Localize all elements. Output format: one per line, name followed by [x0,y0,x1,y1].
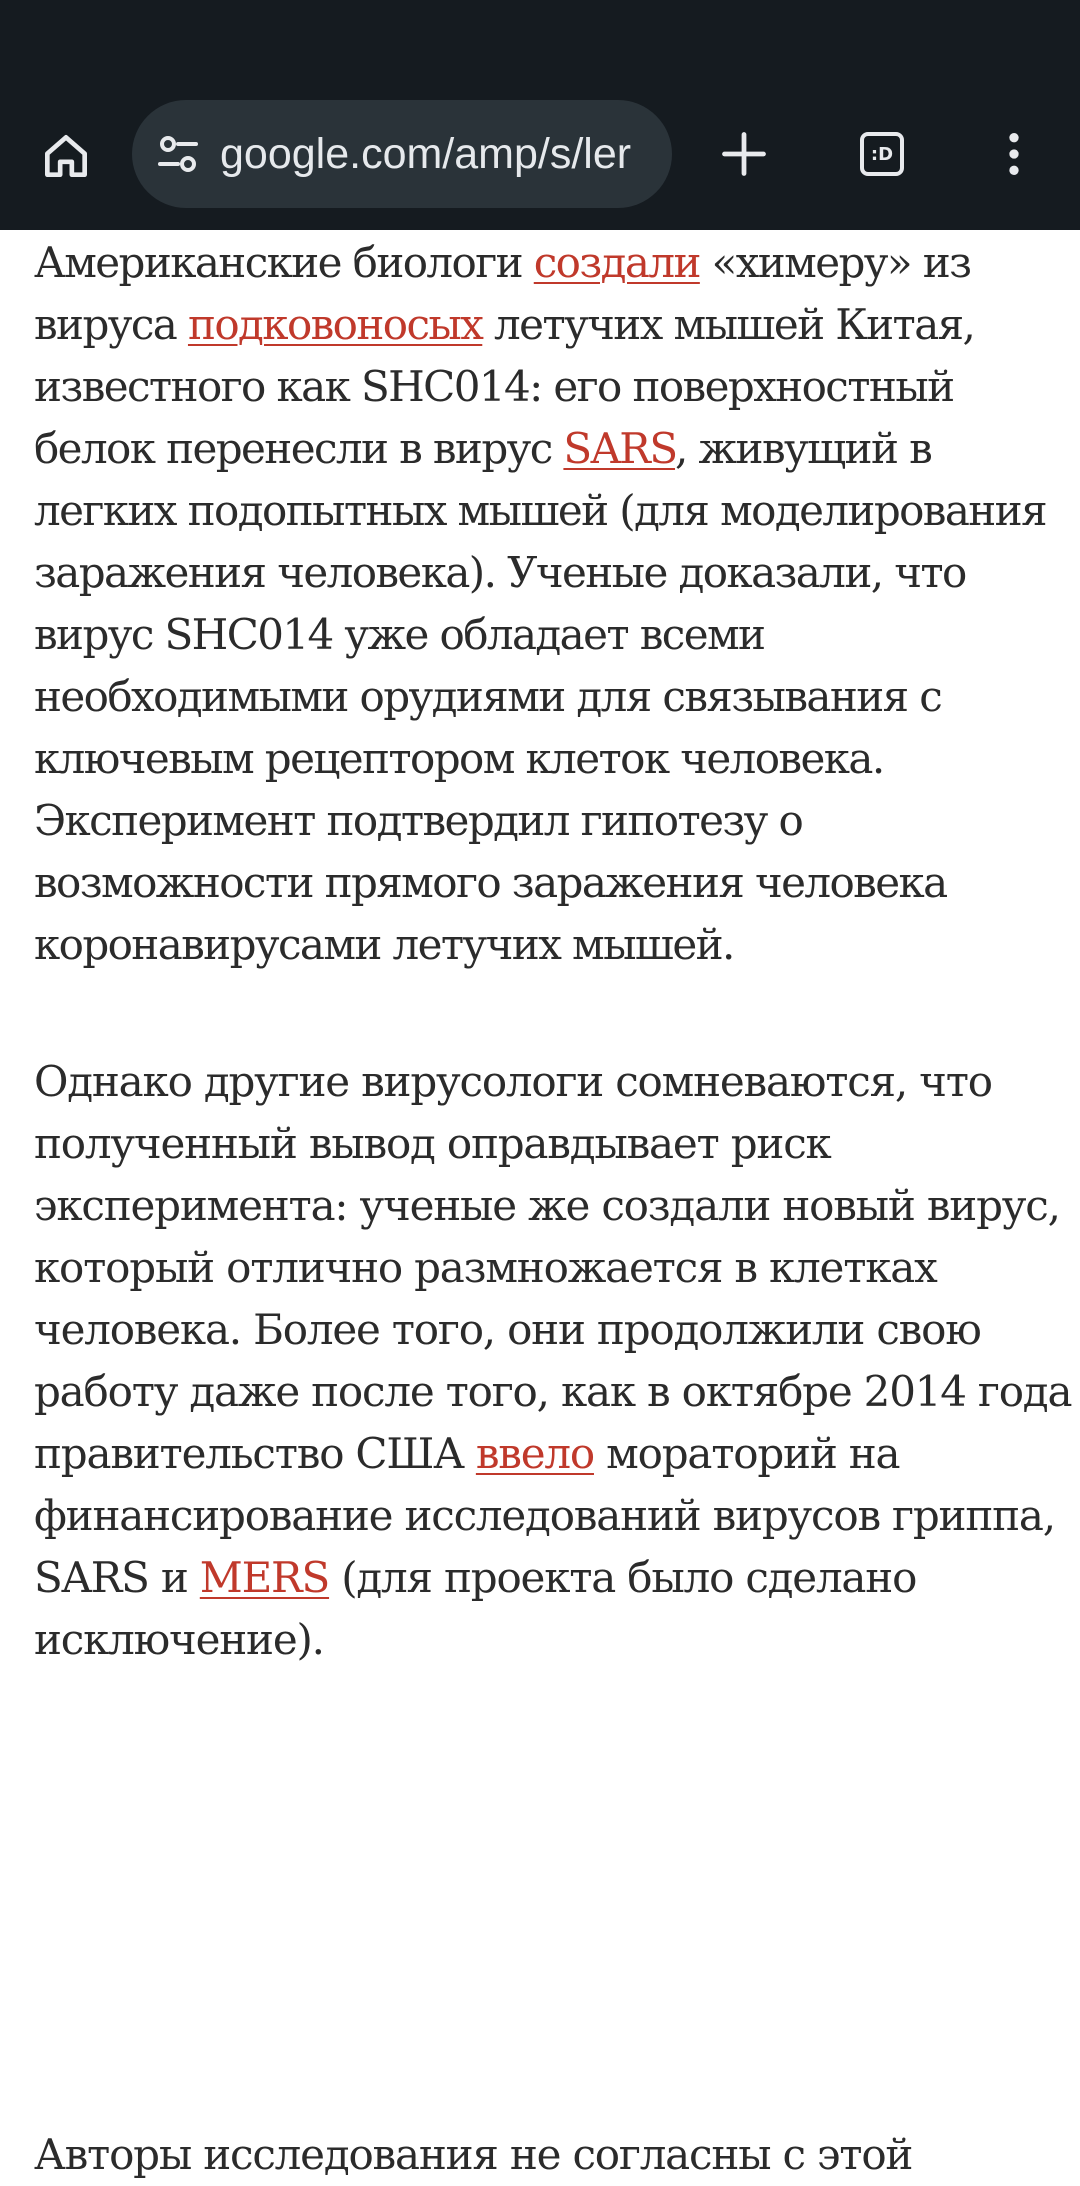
menu-button[interactable] [976,116,1052,192]
home-icon [38,128,94,184]
tune-icon[interactable] [154,130,202,178]
browser-toolbar [0,0,1080,230]
paragraph-text: (для проекта было сделано исключение). [34,1553,917,1664]
paragraph-text: мораторий на финансирование исследований вирусов гриппа, SARS и [34,1429,1055,1602]
paragraph-text: Американские биологи [34,238,534,287]
paragraph-text: Однако другие вирусологи сомневаются, что полученный вывод оправдывает риск эксперимента: ученые же создали новый вирус, который отлично размножается в клетках человека. Более того, они продолжили свою работу даже после того, как в октябре 2014 года правительство США [34,1057,1072,1478]
paragraph-text: , живущий в легких подопытных мышей (для моделирования заражения человека). Ученые доказали, что вирус SHC014 уже обладает всеми необходимыми орудиями для связывания с ключевым рецептором клеток человека. Эксперимент подтвердил гипотезу о возможности прямого заражения человека коронавирусами летучих мышей. [34,424,1046,969]
article-body [34,232,1074,1671]
tab-switcher-icon [860,132,904,176]
url-text[interactable]: google.com/amp/s/ler [220,130,632,178]
paragraph-text: летучих мышей Китая, известного как SHC014: его поверхностный белок перенесли в вирус [34,300,975,473]
paragraph-text: «химеру» из вируса [34,238,971,349]
tab-switcher-label: :D [870,143,894,165]
link-vvelo[interactable]: ввело [475,1429,594,1478]
tab-switcher-button[interactable] [844,116,920,192]
link-mers[interactable]: MERS [199,1553,330,1602]
address-bar[interactable] [132,100,672,208]
article-paragraph-2 [34,1051,1074,1671]
new-tab-button[interactable] [706,116,782,192]
article-paragraph-3: Авторы исследования не согласны с этой [34,2130,913,2179]
link-podkovonosyh[interactable]: подковоносых [187,300,483,349]
status-bar [0,0,1080,95]
plus-icon [718,128,770,180]
article-paragraph-1 [34,232,1074,976]
link-sozdali[interactable]: создали [533,238,700,287]
home-button[interactable] [28,118,104,194]
link-sars[interactable]: SARS [563,424,676,473]
more-vert-icon [986,126,1042,182]
